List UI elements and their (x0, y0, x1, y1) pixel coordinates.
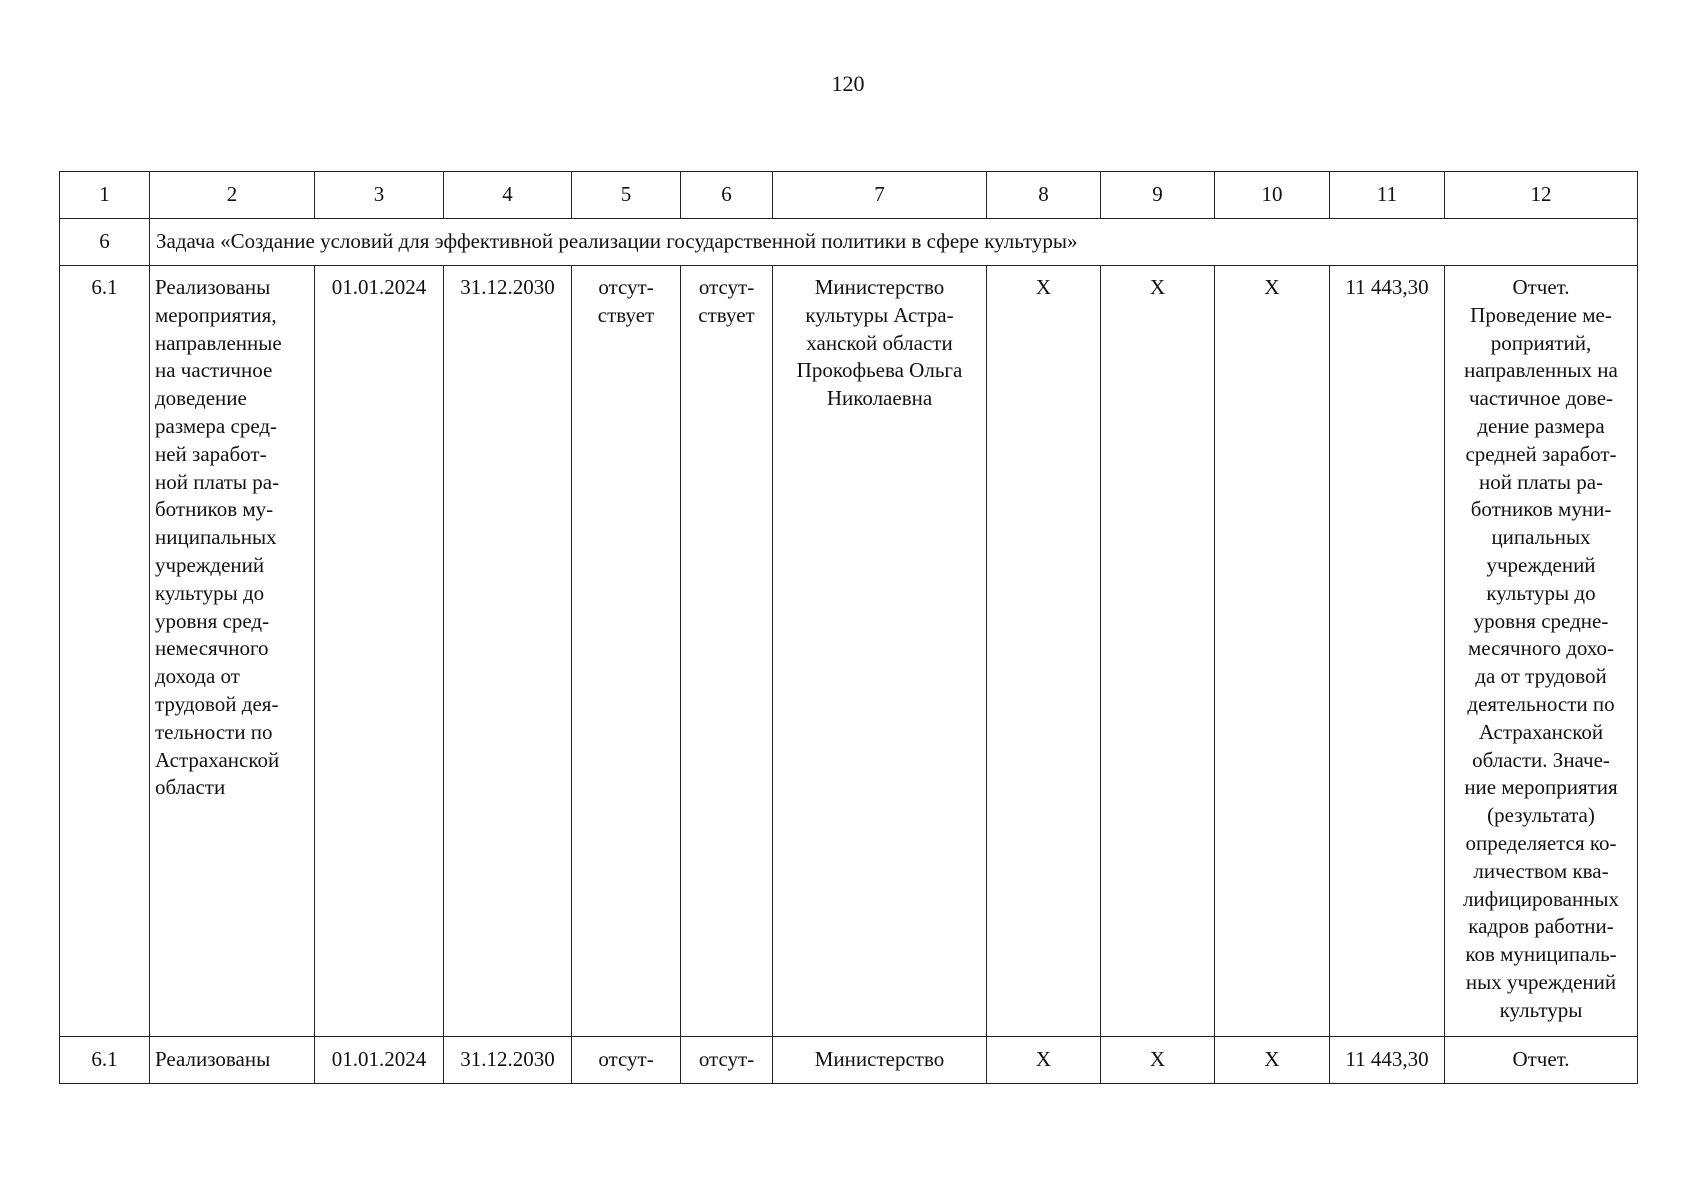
text-line: культуры до (155, 580, 265, 605)
row-number: 6.1 (60, 266, 150, 1037)
text-line: дохода от (155, 664, 240, 689)
text-line: размера сред- (155, 413, 278, 438)
text-line: определяется ко- (1465, 830, 1617, 855)
text-line: ных учреждений (1465, 969, 1617, 994)
text-line: Астраханской (1478, 719, 1604, 744)
text-line: Отчет. (1512, 275, 1570, 299)
text-line: ной платы ра- (1478, 469, 1604, 494)
column-header: 9 (1101, 172, 1215, 219)
result-description (150, 266, 315, 1037)
text-line: ниципальных (155, 525, 277, 550)
text-line: ной платы ра- (155, 469, 280, 494)
text-line: кадров работни- (1468, 914, 1614, 939)
text-line: ков муниципаль- (1465, 942, 1617, 967)
text-line: Министерство (814, 275, 945, 299)
responsible-executor (773, 266, 987, 1037)
text-line: Прокофьева Ольга (796, 358, 963, 383)
report-description: Отчет. (1445, 1037, 1638, 1084)
text-line: деятельности по (1467, 691, 1615, 716)
col6-value (681, 266, 773, 1037)
end-date: 31.12.2030 (444, 266, 572, 1037)
col9-value: X (1101, 1037, 1215, 1084)
col10-value: X (1215, 266, 1330, 1037)
text-line: культуры до (1486, 580, 1596, 605)
text-line: трудовой дея- (155, 691, 279, 716)
col5-value (572, 266, 681, 1037)
col10-value: X (1215, 1037, 1330, 1084)
text-line: направленных на (1464, 358, 1618, 383)
report-description (1445, 266, 1638, 1037)
text-line: области (155, 775, 226, 800)
column-header: 2 (150, 172, 315, 219)
text-line: области. Значе- (1472, 747, 1610, 772)
text-line: уровня сред- (155, 608, 270, 633)
text-line: Астраханской (155, 747, 280, 772)
text-line: месячного дохо- (1467, 636, 1615, 661)
responsible-executor: Министерство (773, 1037, 987, 1084)
column-header: 1 (60, 172, 150, 219)
end-date: 31.12.2030 (444, 1037, 572, 1084)
column-header: 3 (315, 172, 444, 219)
text-line: отсут- (698, 275, 755, 299)
result-description: Реализованы (150, 1037, 315, 1084)
column-header: 5 (572, 172, 681, 219)
page-number: 120 (831, 71, 865, 96)
column-header: 4 (444, 172, 572, 219)
text-line: ботников му- (155, 497, 274, 522)
text-line: мероприятия, (155, 302, 277, 327)
text-line: на частичное (155, 358, 273, 383)
text-line: немесячного (155, 636, 269, 661)
col6-value: отсут- (681, 1037, 773, 1084)
text-line: роприятий, (1490, 330, 1592, 355)
text-line: ствует (597, 302, 655, 327)
task-row (60, 219, 1638, 266)
text-line: ствует (698, 302, 755, 327)
text-line: направленные (155, 330, 282, 355)
text-line: учреждений (1486, 552, 1596, 577)
col8-value: X (987, 1037, 1101, 1084)
table-row (60, 266, 1638, 1037)
text-line: дение размера (1477, 413, 1605, 438)
column-number-row (60, 172, 1638, 219)
column-header: 12 (1445, 172, 1638, 219)
col9-value: X (1101, 266, 1215, 1037)
text-line: Проведение ме- (1470, 302, 1612, 327)
text-line: личеством ква- (1473, 858, 1609, 883)
col5-value: отсут- (572, 1037, 681, 1084)
text-line: ние мероприятия (1464, 775, 1618, 800)
funding-amount: 11 443,30 (1330, 266, 1445, 1037)
text-line: лифицированных (1462, 886, 1620, 911)
column-header: 6 (681, 172, 773, 219)
text-line: доведение (155, 386, 247, 411)
text-line: Николаевна (826, 386, 933, 411)
table-row (60, 1037, 1638, 1084)
task-title: Задача «Создание условий для эффективной реализации государственной политики в сфере культуры» (150, 219, 1638, 266)
start-date: 01.01.2024 (315, 1037, 444, 1084)
text-line: Реализованы (155, 275, 271, 299)
text-line: ботников муни- (1470, 497, 1612, 522)
col8-value: X (987, 266, 1101, 1037)
text-line: частичное дове- (1468, 386, 1614, 411)
text-line: учреждений (155, 552, 265, 577)
text-line: отсут- (598, 275, 654, 299)
task-number: 6 (60, 219, 150, 266)
text-line: тельности по (155, 719, 273, 744)
start-date: 01.01.2024 (315, 266, 444, 1037)
text-line: ней заработ- (155, 441, 267, 466)
text-line: да от трудовой (1475, 664, 1607, 689)
text-line: ханской области (806, 330, 953, 355)
column-header: 10 (1215, 172, 1330, 219)
text-line: ципальных (1491, 525, 1591, 550)
column-header: 7 (773, 172, 987, 219)
text-line: средней заработ- (1465, 441, 1617, 466)
row-number: 6.1 (60, 1037, 150, 1084)
text-line: (результата) (1487, 803, 1595, 828)
column-header: 11 (1330, 172, 1445, 219)
funding-amount: 11 443,30 (1330, 1037, 1445, 1084)
text-line: культуры Астра- (805, 302, 954, 327)
text-line: культуры (1499, 997, 1583, 1022)
column-header: 8 (987, 172, 1101, 219)
text-line: уровня средне- (1473, 608, 1609, 633)
activity-table (59, 171, 1638, 1084)
